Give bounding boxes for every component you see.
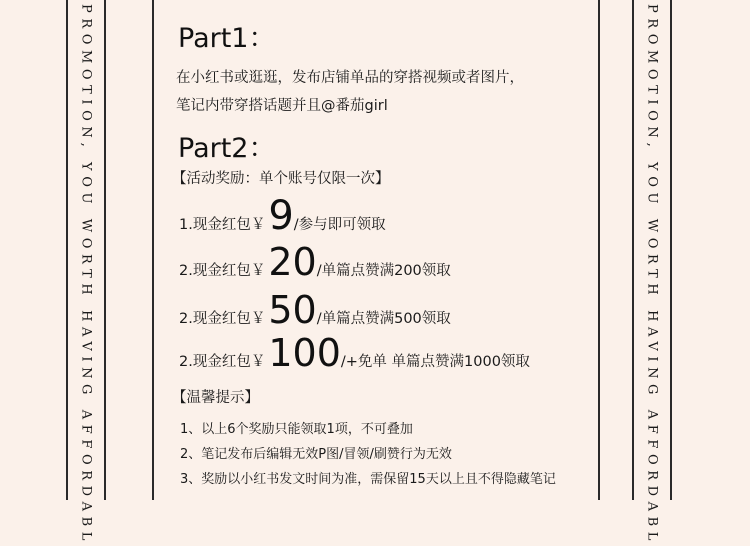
reward-condition: /单篇点赞满500领取	[316, 311, 451, 327]
reward-condition: /参与即可领取	[293, 217, 386, 233]
part1-line-1: 在小红书或逛逛，发布店铺单品的穿搭视频或者图片，	[176, 70, 524, 86]
tip-item: 1、以上6个奖励只能领取1项，不可叠加	[180, 422, 413, 437]
left-vertical-text: PROMOTION, YOU WORTH HAVING AFFORDABL	[78, 4, 94, 546]
tips-header: 【温馨提示】	[172, 390, 259, 406]
reward-item	[179, 242, 451, 282]
reward-item	[179, 193, 386, 239]
reward-item	[179, 333, 530, 373]
reward-prefix: 2.现金红包￥	[179, 354, 266, 370]
reward-amount: 20	[268, 240, 317, 284]
reward-amount: 100	[268, 331, 341, 375]
part2-title: Part2：	[178, 133, 276, 164]
reward-amount: 9	[268, 193, 294, 239]
reward-header: 【活动奖励：单个账号仅限一次】	[172, 171, 390, 187]
right-decorative-panel	[632, 0, 672, 546]
right-vertical-text: PROMOTION, YOU WORTH HAVING AFFORDABL	[644, 4, 660, 546]
tip-item: 3、奖励以小红书发文时间为准，需保留15天以上且不得隐藏笔记	[180, 472, 556, 487]
reward-condition: /单篇点赞满200领取	[316, 263, 451, 279]
reward-prefix: 1.现金红包￥	[179, 217, 266, 233]
part1-title: Part1：	[178, 23, 276, 54]
part1-line-2: 笔记内带穿搭话题并且@番茄girl	[176, 98, 388, 114]
reward-prefix: 2.现金红包￥	[179, 311, 266, 327]
tip-item: 2、笔记发布后编辑无效P图/冒领/刷赞行为无效	[180, 447, 452, 462]
main-content-panel	[152, 0, 600, 500]
reward-item	[179, 290, 451, 330]
reward-prefix: 2.现金红包￥	[179, 263, 266, 279]
left-decorative-panel	[66, 0, 106, 546]
reward-condition: /+免单 单篇点赞满1000领取	[340, 354, 530, 370]
reward-amount: 50	[268, 288, 317, 332]
